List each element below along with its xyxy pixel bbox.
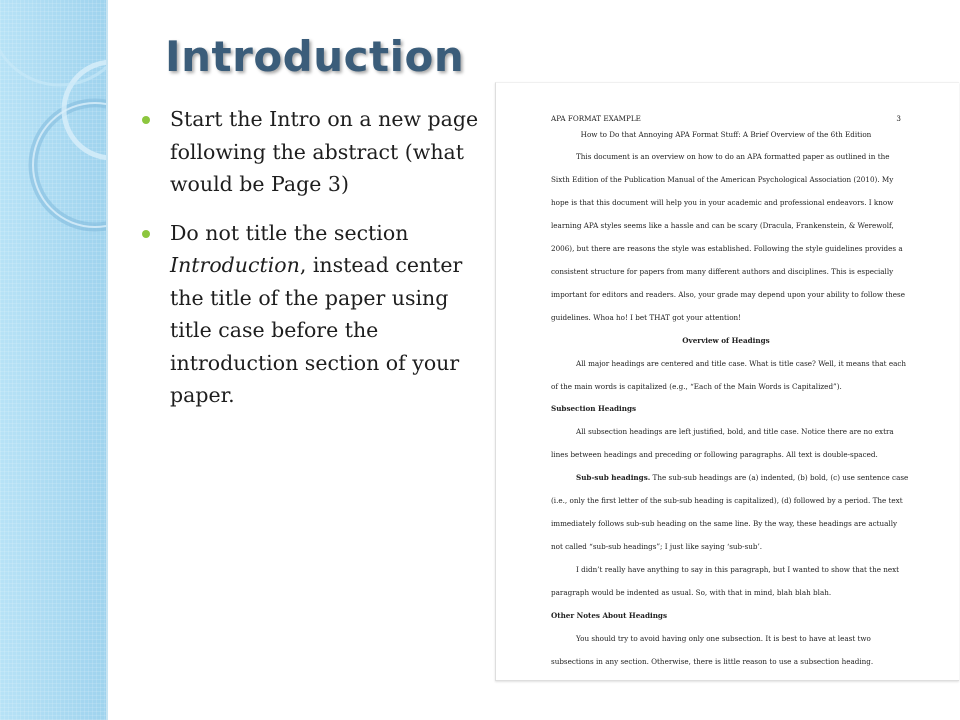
page-number: 3 — [896, 114, 901, 123]
heading-level-2: Other Notes About Headings — [551, 611, 667, 620]
doc-line: hope is that this document will help you in your academic and professional endeavors. I know — [551, 198, 894, 207]
doc-line: I didn’t really have anything to say in this paragraph, but I wanted to show that the next — [576, 565, 900, 574]
doc-line: of the main words is capitalized (e.g., “Each of the Main Words is Capitalized”). — [551, 382, 842, 391]
bullet-item — [142, 217, 492, 412]
doc-line: Sixth Edition of the Publication Manual of the American Psychological Association (2010). My — [551, 175, 894, 184]
heading-level-2: Subsection Headings — [551, 404, 637, 413]
document-running-head — [551, 114, 901, 123]
doc-line: learning APA styles seems like a hassle and can be scary (Dracula, Frankenstein, & Werewolf, — [551, 221, 894, 230]
doc-line-with-heading — [576, 473, 908, 482]
doc-line: All subsection headings are left justified, bold, and title case. Notice there are no extra — [576, 427, 894, 436]
doc-line: All major headings are centered and title case. What is title case? Well, it means that each — [576, 359, 907, 368]
decorative-circles — [0, 0, 106, 720]
doc-line: This document is an overview on how to do an APA formatted paper as outlined in the — [576, 152, 890, 161]
doc-line: 2006), but there are reasons the style was established. Following the style guidelines provides a — [551, 244, 903, 253]
heading-level-3: Sub-sub headings. — [576, 473, 651, 482]
bullet-list — [142, 103, 492, 428]
doc-line: lines between headings and preceding or following paragraphs. All text is double-spaced. — [551, 450, 878, 459]
sidebar-decoration — [0, 0, 108, 720]
doc-line: subsections in any section. Otherwise, there is little reason to use a subsection heading. — [551, 657, 874, 666]
bullet-text-italic: Introduction — [170, 253, 300, 277]
slide-title: Introduction — [165, 32, 465, 81]
doc-line: consistent structure for papers from many different authors and disciplines. This is especially — [551, 267, 894, 276]
bullet-text-end: , instead center the title of the paper using title case before the introduction section of your paper. — [170, 253, 463, 407]
doc-line: not called “sub-sub headings”; I just like saying ‘sub-sub’. — [551, 542, 763, 551]
doc-line: immediately follows sub-sub heading on the same line. By the way, these headings are actually — [551, 519, 898, 528]
running-head-text: APA FORMAT EXAMPLE — [551, 114, 641, 123]
bullet-text-start: Do not title the section — [170, 220, 409, 245]
doc-line: paragraph would be indented as usual. So, with that in mind, blah blah blah. — [551, 588, 832, 597]
heading-level-1: Overview of Headings — [682, 336, 770, 345]
bullet-text: Start the Intro on a new page following the abstract (what would be Page 3) — [170, 107, 479, 196]
doc-line: (i.e., only the first letter of the sub-sub heading is capitalized), (d) followed by a period. The text — [551, 496, 903, 505]
doc-line: important for editors and readers. Also, your grade may depend upon your ability to follow these — [551, 290, 905, 299]
bullet-marker — [142, 230, 150, 238]
apa-example-document — [495, 82, 959, 681]
bullet-item — [142, 103, 492, 201]
paper-title: How to Do that Annoying APA Format Stuff: A Brief Overview of the 6th Edition — [580, 130, 872, 139]
bullet-marker — [142, 116, 150, 124]
doc-line: You should try to avoid having only one subsection. It is best to have at least two — [576, 634, 871, 643]
doc-line: The sub-sub headings are (a) indented, (b) bold, (c) use sentence case — [652, 473, 909, 482]
doc-line: guidelines. Whoa ho! I bet THAT got your attention! — [551, 313, 742, 322]
